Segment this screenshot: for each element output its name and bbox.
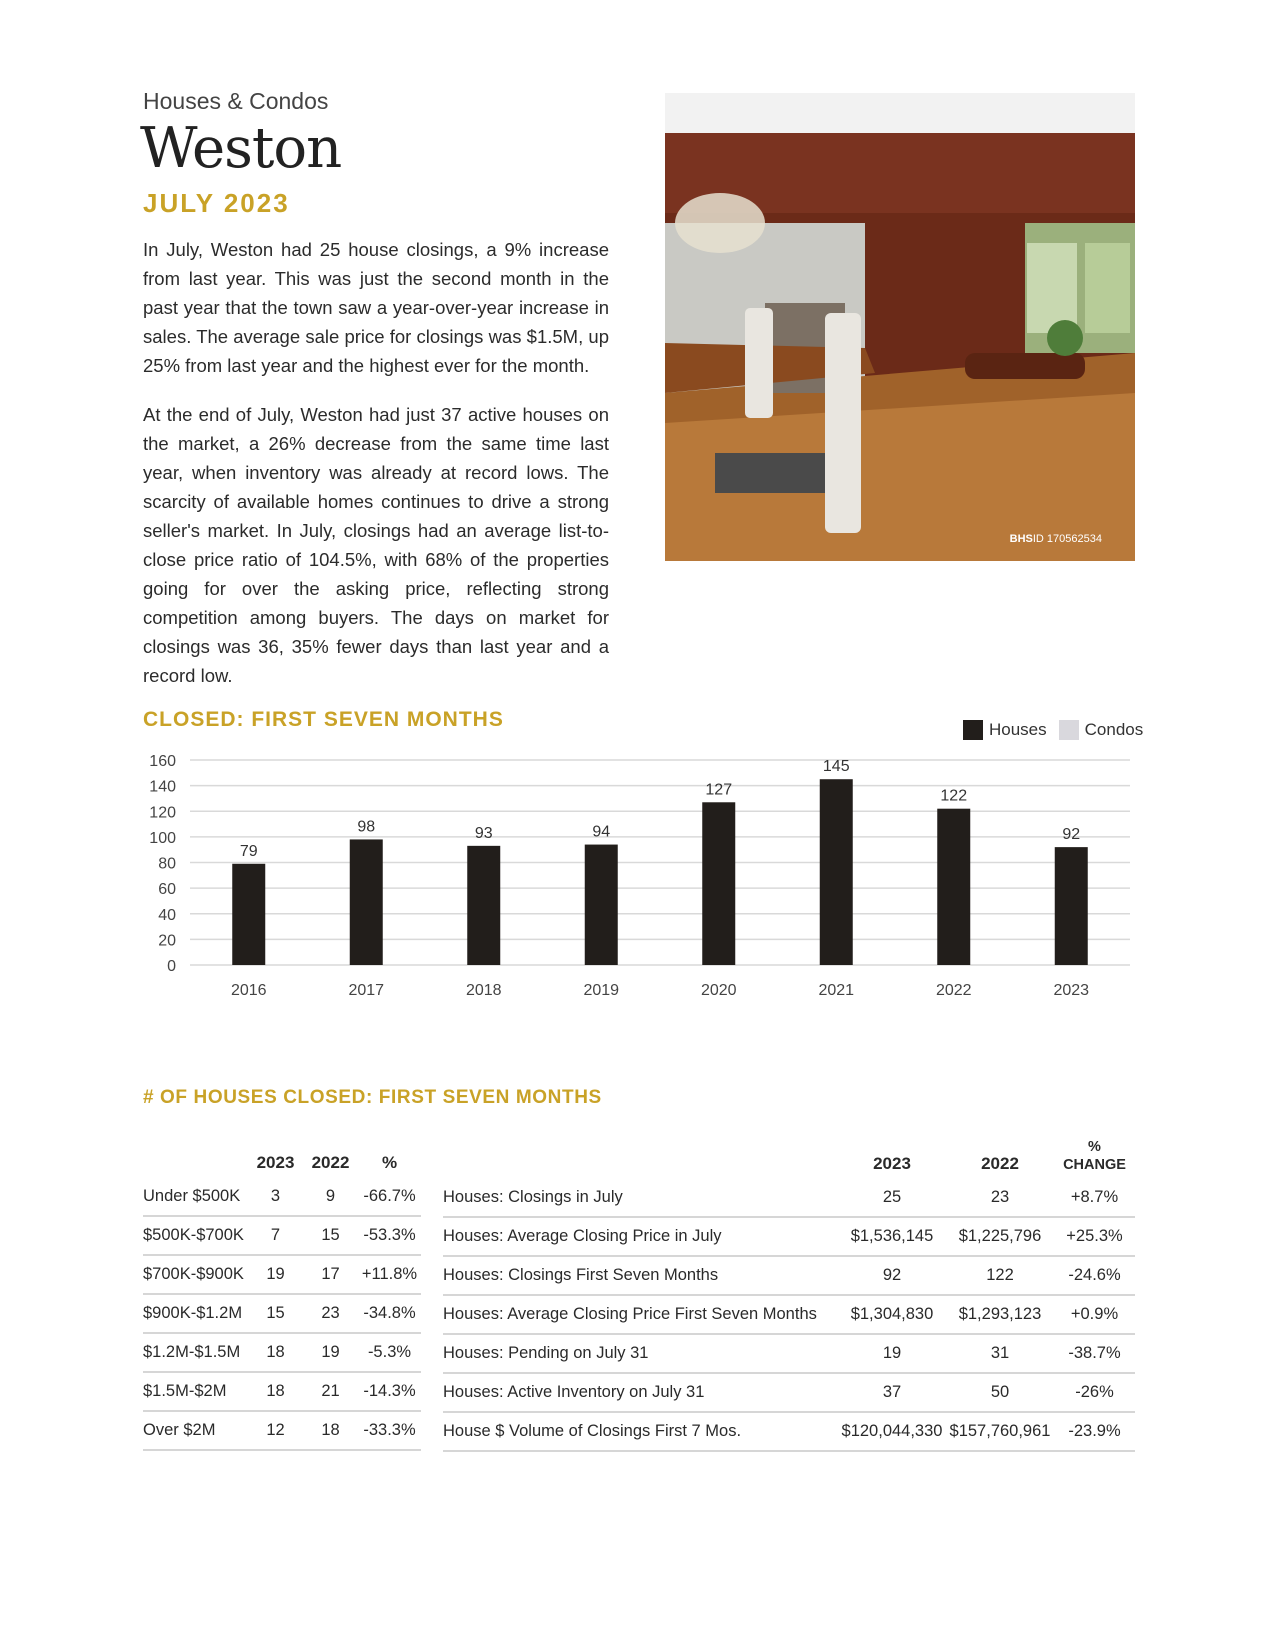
row-value: 50 xyxy=(946,1373,1054,1412)
x-tick-label: 2020 xyxy=(700,982,737,999)
row-value: 25 xyxy=(838,1179,946,1217)
row-label: Houses: Active Inventory on July 31 xyxy=(443,1373,838,1412)
row-value: 31 xyxy=(946,1334,1054,1373)
row-value: 23 xyxy=(303,1294,358,1333)
row-value: 19 xyxy=(303,1333,358,1372)
y-tick-label: 60 xyxy=(158,881,176,899)
intro-paragraph: In July, Weston had 25 house closings, a 9% increase from last year. This was just the second month in the past year that the town saw a year-over-year increase in sales. The average sale price for closings was $1.5M, up 25% from last year and the highest ever for the month. xyxy=(143,239,609,376)
x-tick-label: 2017 xyxy=(348,982,385,999)
header-metric xyxy=(443,1118,838,1179)
legend-swatch-houses xyxy=(963,720,983,740)
bar xyxy=(232,864,265,965)
period-heading: JULY 2023 xyxy=(143,188,290,218)
x-tick-label: 2018 xyxy=(465,982,502,999)
y-tick-label: 40 xyxy=(158,906,176,924)
header-2023: 2023 xyxy=(873,1154,911,1173)
table-row xyxy=(443,1256,1135,1295)
row-value: 19 xyxy=(248,1255,303,1294)
chart-legend xyxy=(963,720,1155,740)
row-value: 7 xyxy=(248,1216,303,1255)
y-tick-label: 140 xyxy=(149,778,176,796)
row-value: -14.3% xyxy=(358,1372,421,1411)
table-row xyxy=(143,1255,421,1294)
row-value: +8.7% xyxy=(1054,1179,1135,1217)
summary-table xyxy=(443,1118,1135,1452)
bar xyxy=(350,839,383,965)
row-value: 12 xyxy=(248,1411,303,1450)
row-value: +0.9% xyxy=(1054,1295,1135,1334)
data-label: 93 xyxy=(474,824,493,842)
row-label: $500K-$700K xyxy=(143,1216,248,1255)
closed-bar-chart xyxy=(130,750,1140,1010)
table-row xyxy=(143,1333,421,1372)
table-row xyxy=(143,1216,421,1255)
row-value: -23.9% xyxy=(1054,1412,1135,1451)
photo-credit: BHSID 170562534 xyxy=(1009,533,1102,545)
table-row xyxy=(443,1334,1135,1373)
bar xyxy=(820,779,853,965)
legend-houses: Houses xyxy=(963,720,1047,740)
bar xyxy=(467,846,500,965)
page-title: Weston xyxy=(140,116,342,181)
row-value: -66.7% xyxy=(358,1178,421,1216)
row-value: -24.6% xyxy=(1054,1256,1135,1295)
y-tick-label: 120 xyxy=(149,804,176,822)
table-row xyxy=(143,1294,421,1333)
legend-swatch-condos xyxy=(1059,720,1079,740)
x-tick-label: 2019 xyxy=(583,982,620,999)
row-label: Houses: Closings First Seven Months xyxy=(443,1256,838,1295)
table-row xyxy=(443,1179,1135,1217)
row-label: Over $2M xyxy=(143,1411,248,1450)
x-tick-label: 2021 xyxy=(818,982,855,999)
row-value: +11.8% xyxy=(358,1255,421,1294)
header-pct: % xyxy=(381,1153,398,1172)
data-label: 127 xyxy=(705,781,733,799)
row-value: $1,304,830 xyxy=(838,1295,946,1334)
tables-title: # OF HOUSES CLOSED: FIRST SEVEN MONTHS xyxy=(143,1087,602,1108)
y-tick-label: 160 xyxy=(149,753,176,770)
data-label: 94 xyxy=(592,823,611,841)
eyebrow: Houses & Condos xyxy=(143,88,329,114)
header-2022: 2022 xyxy=(311,1153,350,1172)
chart-title: CLOSED: FIRST SEVEN MONTHS xyxy=(143,708,504,731)
dining-room-photo xyxy=(665,93,1135,561)
header-label xyxy=(143,1135,248,1178)
row-value: -38.7% xyxy=(1054,1334,1135,1373)
row-value: 92 xyxy=(838,1256,946,1295)
row-value: $1,536,145 xyxy=(838,1217,946,1256)
row-value: 23 xyxy=(946,1179,1054,1217)
y-tick-label: 80 xyxy=(158,855,176,873)
y-tick-label: 0 xyxy=(167,958,176,975)
y-tick-label: 100 xyxy=(149,829,176,847)
table-row xyxy=(443,1217,1135,1256)
row-value: 17 xyxy=(303,1255,358,1294)
row-value: $1,225,796 xyxy=(946,1217,1054,1256)
row-value: -26% xyxy=(1054,1373,1135,1412)
bar xyxy=(937,809,970,965)
row-value: 3 xyxy=(248,1178,303,1216)
table-row xyxy=(143,1372,421,1411)
row-value: 18 xyxy=(248,1333,303,1372)
row-label: Houses: Average Closing Price in July xyxy=(443,1217,838,1256)
table-row xyxy=(143,1411,421,1450)
row-label: House $ Volume of Closings First 7 Mos. xyxy=(443,1412,838,1451)
bar xyxy=(1055,847,1088,965)
x-tick-label: 2022 xyxy=(935,982,972,999)
table-row xyxy=(143,1178,421,1216)
row-value: $1,293,123 xyxy=(946,1295,1054,1334)
row-value: 9 xyxy=(303,1178,358,1216)
row-value: $157,760,961 xyxy=(946,1412,1054,1451)
row-value: 15 xyxy=(248,1294,303,1333)
row-value: 18 xyxy=(303,1411,358,1450)
row-value: -5.3% xyxy=(358,1333,421,1372)
data-label: 79 xyxy=(239,842,258,860)
table-header-row xyxy=(143,1135,421,1178)
row-value: 19 xyxy=(838,1334,946,1373)
data-label: 145 xyxy=(822,758,850,776)
row-value: 37 xyxy=(838,1373,946,1412)
price-range-table xyxy=(143,1135,421,1451)
header-2022: 2022 xyxy=(981,1154,1019,1173)
table-row xyxy=(443,1373,1135,1412)
row-label: Houses: Pending on July 31 xyxy=(443,1334,838,1373)
row-value: +25.3% xyxy=(1054,1217,1135,1256)
data-label: 98 xyxy=(357,818,376,836)
header-2023: 2023 xyxy=(256,1153,295,1172)
row-value: -53.3% xyxy=(358,1216,421,1255)
table-header-row xyxy=(443,1118,1135,1179)
bar xyxy=(702,802,735,965)
row-label: $1.2M-$1.5M xyxy=(143,1333,248,1372)
row-label: Houses: Average Closing Price First Seven Months xyxy=(443,1295,838,1334)
header-pct-change: % CHANGE xyxy=(1063,1139,1126,1173)
data-label: 122 xyxy=(940,787,968,805)
row-label: $1.5M-$2M xyxy=(143,1372,248,1411)
row-value: 21 xyxy=(303,1372,358,1411)
row-value: -33.3% xyxy=(358,1411,421,1450)
y-tick-label: 20 xyxy=(158,932,176,950)
row-value: -34.8% xyxy=(358,1294,421,1333)
data-label: 92 xyxy=(1062,826,1081,844)
row-label: $900K-$1.2M xyxy=(143,1294,248,1333)
row-value: 18 xyxy=(248,1372,303,1411)
x-tick-label: 2016 xyxy=(230,982,267,999)
row-value: 15 xyxy=(303,1216,358,1255)
row-value: 122 xyxy=(946,1256,1054,1295)
inventory-paragraph: At the end of July, Weston had just 37 active houses on the market, a 26% decrease from the same time last year, when inventory was already at record lows. The scarcity of available homes continues to drive a strong seller's market. In July, closings had an average list-to-close price ratio of 104.5%, with 68% of the properties going for over the asking price, reflecting strong competition among buyers. The days on market for closings was 36, 35% fewer days than last year and a record low. xyxy=(143,404,609,686)
row-label: Under $500K xyxy=(143,1178,248,1216)
table-row xyxy=(443,1412,1135,1451)
row-label: Houses: Closings in July xyxy=(443,1179,838,1217)
legend-condos: Condos xyxy=(1059,720,1144,740)
bar xyxy=(585,845,618,965)
row-value: $120,044,330 xyxy=(838,1412,946,1451)
row-label: $700K-$900K xyxy=(143,1255,248,1294)
table-row xyxy=(443,1295,1135,1334)
x-tick-label: 2023 xyxy=(1053,982,1090,999)
